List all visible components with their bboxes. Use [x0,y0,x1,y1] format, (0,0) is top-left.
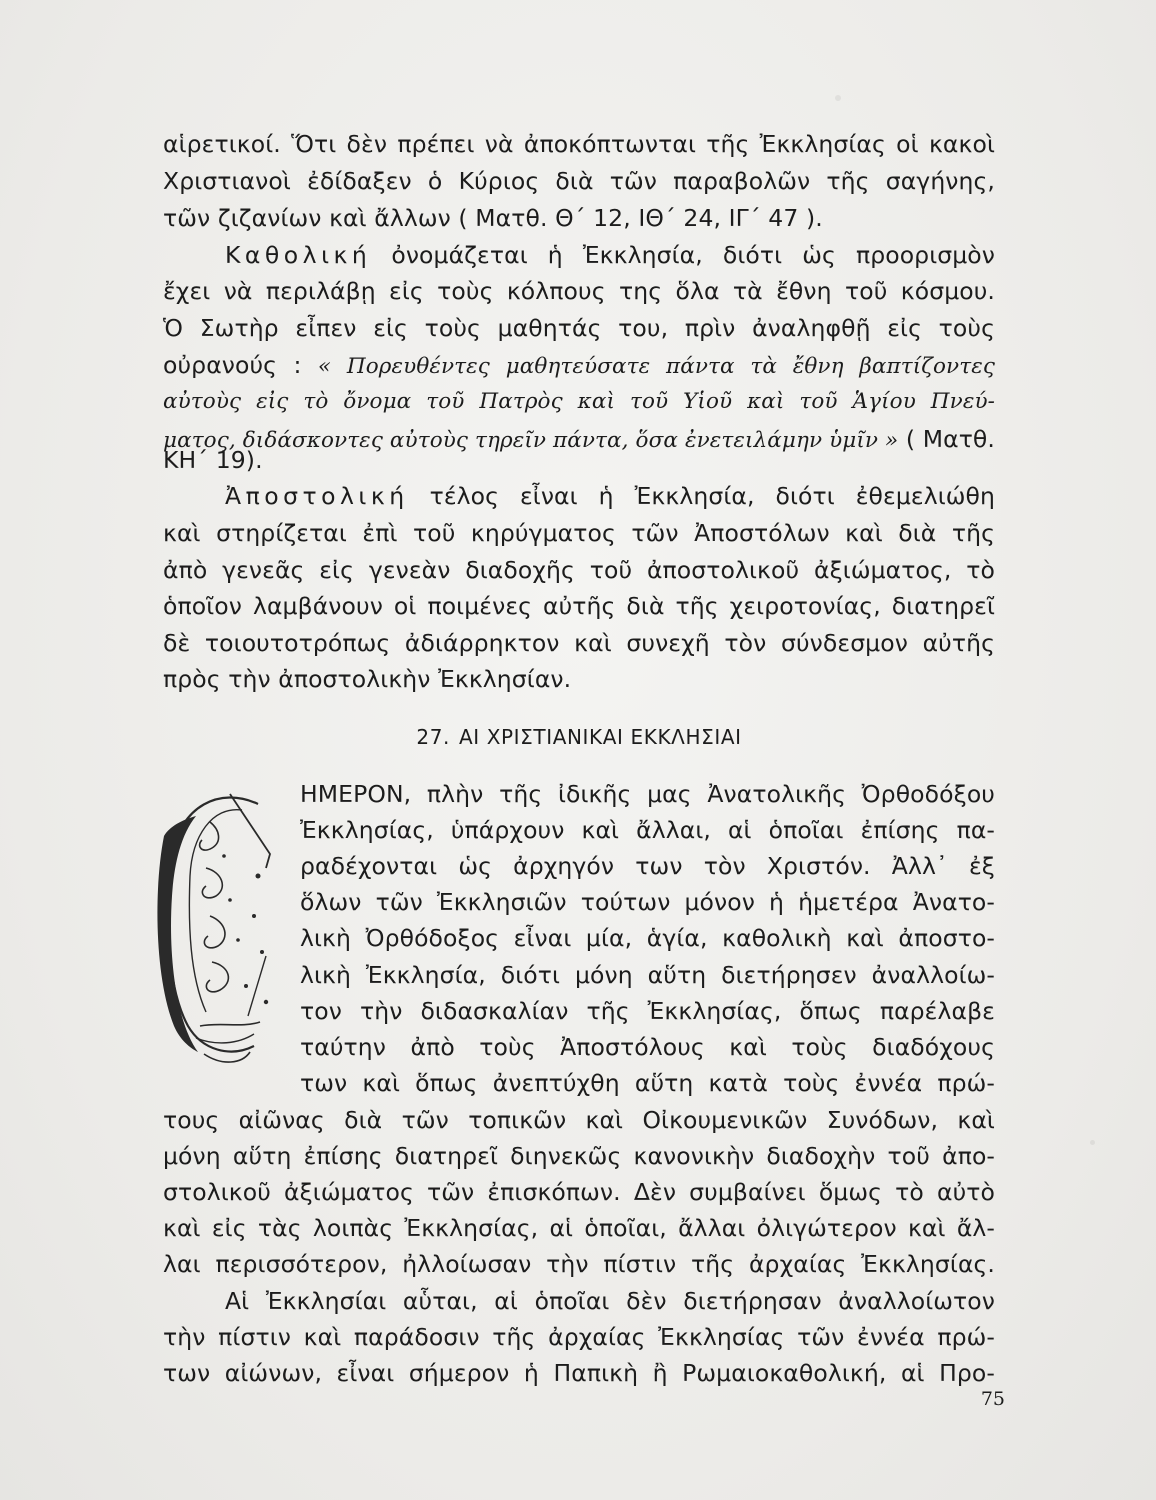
text-line: λικὴ Ὀρθόδοξος εἶναι μία, ἁγία, καθολικὴ καὶ ἀποστο- [300,924,995,952]
section-heading [0,720,1156,754]
text-line: τὴν πίστιν καὶ παράδοσιν τῆς ἀρχαίας Ἐκκλησίας τῶν ἐννέα πρώ- [163,1323,995,1351]
section-number: 27. [416,725,450,749]
scripture-reference: ( Ματθ. [905,425,995,453]
text-line: πρὸς τὴν ἀποστολικὴν Ἐκκλησίαν. [163,665,572,693]
text-line-apostolic [225,479,995,513]
scripture-quote: αὐτοὺς εἰς τὸ ὄνομα τοῦ Πατρὸς καὶ τοῦ Υἱοῦ καὶ τοῦ Ἁγίου Πνεύ- [163,389,995,414]
scripture-quote: ματος, διδάσκοντες αὐτοὺς τηρεῖν πάντα, ὅσα ἐνετειλάμην ὑμῖν » [163,428,899,453]
text-line: των αἰώνων, εἶναι σήμερον ἡ Παπικὴ ἢ Ρωμαιοκαθολική, αἱ Προ- [163,1359,995,1387]
text-line: λαι περισσότερον, ἠλλοίωσαν τὴν πίστιν τῆς ἀρχαίας Ἐκκλησίας. [163,1250,995,1278]
text-line: λικὴ Ἐκκλησία, διότι μόνη αὕτη διετήρησεν ἀναλλοίω- [300,961,995,989]
text-line: Ἐκκλησίας, ὑπάρχουν καὶ ἄλλαι, αἱ ὁποῖαι ἐπίσης πα- [300,816,995,844]
ornamental-drop-cap [150,776,280,1086]
text-line: ἔχει νὰ περιλάβῃ εἰς τοὺς κόλπους της ὅλα τὰ ἔθνη τοῦ κόσμου. [163,277,995,305]
text-fragment: τέλος εἶναι ἡ Ἐκκλησία, διότι ἐθεμελιώθη [429,482,995,510]
text-line: Αἱ Ἐκκλησίαι αὗται, αἱ ὁποῖαι δὲν διετήρησαν ἀναλλοίωτον [225,1287,995,1315]
quote-line [163,348,995,382]
text-line: ραδέχονται ὡς ἀρχηγόν των τὸν Χριστόν. Ἀλλ᾽ ἐξ [300,852,995,880]
text-line: στολικοῦ ἀξιώματος τῶν ἐπισκόπων. Δὲν συμβαίνει ὅμως τὸ αὐτὸ [163,1178,995,1206]
text-line: μόνη αὕτη ἐπίσης διατηρεῖ διηνεκῶς κανονικὴν διαδοχὴν τοῦ ἀπο- [163,1142,995,1170]
text-line: ὅλων τῶν Ἐκκλησιῶν τούτων μόνον ἡ ἡμετέρα Ἀνατο- [300,888,995,916]
term-catholic: Καθολική [225,241,372,269]
text-line: καὶ εἰς τὰς λοιπὰς Ἐκκλησίας, αἱ ὁποῖαι, ἄλλαι ὀλιγώτερον καὶ ἄλ- [163,1214,995,1242]
scan-smudge [1090,1140,1095,1145]
term-apostolic: Ἀποστολική [225,482,409,510]
text-line: Ὁ Σωτὴρ εἶπεν εἰς τοὺς μαθητάς του, πρὶν ἀναληφθῇ εἰς τοὺς [163,314,995,342]
text-line: αἱρετικοί. Ὅτι δὲν πρέπει νὰ ἀποκόπτωνται τῆς Ἐκκλησίας οἱ κακοὶ [163,130,995,158]
section-title: ΑΙ ΧΡΙΣΤΙΑΝΙΚΑΙ ΕΚΚΛΗΣΙΑΙ [458,725,742,749]
text-line: τον τὴν διδασκαλίαν τῆς Ἐκκλησίας, ὅπως παρέλαβε [300,997,995,1025]
text-line: καὶ στηρίζεται ἐπὶ τοῦ κηρύγματος τῶν Ἀποστόλων καὶ διὰ τῆς [163,519,995,547]
text-line: ΚΗ΄ 19). [163,446,263,474]
text-line: τῶν ζιζανίων καὶ ἄλλων ( Ματθ. Θ΄ 12, ΙΘ΄ 24, ΙΓ΄ 47 ). [163,204,823,232]
text-line: τους αἰῶνας διὰ τῶν τοπικῶν καὶ Οἰκουμενικῶν Συνόδων, καὶ [163,1106,995,1134]
quote-line [163,422,995,456]
text-fragment: ὀνομάζεται ἡ Ἐκκλησία, διότι ὡς προορισμὸν [391,241,995,269]
text-line: ΗΜΕΡΟΝ, πλὴν τῆς ἰδικῆς μας Ἀνατολικῆς Ὀρθοδόξου [300,780,995,808]
text-line: ἀπὸ γενεᾶς εἰς γενεὰν διαδοχῆς τοῦ ἀποστολικοῦ ἀξιώματος, τὸ [163,556,995,584]
scripture-quote: « Πορευθέντες μαθητεύσατε πάντα τὰ ἔθνη βαπτίζοντες [317,354,995,379]
text-fragment: οὐρανούς : [163,351,302,379]
text-line-catholic [225,238,995,272]
text-line: ταύτην ἀπὸ τοὺς Ἀποστόλους καὶ τοὺς διαδόχους [300,1033,995,1061]
page-number: 75 [980,1388,1005,1410]
scan-smudge [835,95,841,101]
text-line: δὲ τοιουτοτρόπως ἀδιάρρηκτον καὶ συνεχῆ τὸν σύνδεσμον αὐτῆς [163,629,995,657]
text-line: Χριστιανοὶ ἐδίδαξεν ὁ Κύριος διὰ τῶν παραβολῶν τῆς σαγήνης, [163,167,995,195]
text-line: ὁποῖον λαμβάνουν οἱ ποιμένες αὐτῆς διὰ τῆς χειροτονίας, διατηρεῖ [163,592,995,620]
text-line: των καὶ ὅπως ἀνεπτύχθη αὕτη κατὰ τοὺς ἐννέα πρώ- [300,1069,995,1097]
